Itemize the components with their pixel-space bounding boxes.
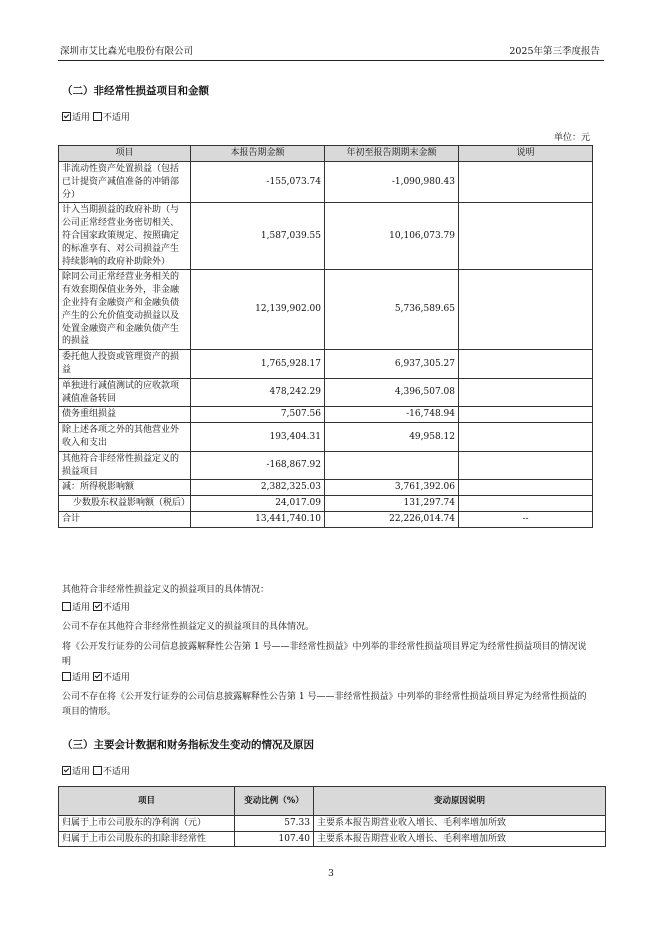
- not-applicable-checkbox[interactable]: [93, 766, 102, 775]
- row-ytd: -16,748.94: [325, 407, 459, 423]
- row-current: 193,404.31: [191, 423, 325, 452]
- header-divider: [58, 60, 604, 61]
- row-item: 委托他人投资或管理资产的损益: [59, 350, 191, 379]
- row-item: 减：所得税影响额: [59, 480, 191, 496]
- section2-applicability: [62, 111, 130, 126]
- row-current: 1,587,039.55: [191, 203, 325, 270]
- table-row: [59, 407, 593, 423]
- unit-label: 单位：元: [553, 133, 590, 143]
- row-ytd: 22,226,014.74: [325, 511, 459, 527]
- row-current: 478,242.29: [191, 378, 325, 407]
- row-note: [459, 496, 593, 512]
- not-applicable-label: 不适用: [102, 603, 130, 613]
- row-current: 12,139,902.00: [191, 270, 325, 350]
- table-row: [59, 816, 606, 832]
- change-reasons-table: [58, 786, 606, 847]
- row-note: --: [459, 511, 593, 527]
- applicable-checkbox[interactable]: [62, 602, 71, 611]
- row-current: 13,441,740.10: [191, 511, 325, 527]
- row-note: [459, 350, 593, 379]
- row-note: [459, 378, 593, 407]
- section3-applicability: [62, 765, 130, 780]
- row-current: -155,073.74: [191, 162, 325, 203]
- not-applicable-checkbox-checked[interactable]: [93, 672, 102, 681]
- table-row: [59, 203, 593, 270]
- row-ytd: 49,958.12: [325, 423, 459, 452]
- col-header-item: 项目: [59, 787, 235, 816]
- row-item: 归属于上市公司股东的扣除非经常性: [59, 831, 235, 847]
- table-row: [59, 496, 593, 512]
- not-applicable-checkbox-checked[interactable]: [93, 602, 102, 611]
- other-items-applicability: [62, 601, 130, 616]
- row-note: [459, 480, 593, 496]
- applicable-checkbox[interactable]: [62, 672, 71, 681]
- classification-text: 公司不存在将《公开发行证券的公司信息披露解释性公告第 1 号——非经常性损益》中列举的非经常性损益项目界定为经常性损益的项目的情形。: [62, 692, 587, 717]
- row-item: 合计: [59, 511, 191, 527]
- col-header-current: 本报告期金额: [191, 146, 325, 162]
- row-item: 其他符合非经常性损益定义的损益项目: [59, 451, 191, 480]
- row-ytd: 10,106,073.79: [325, 203, 459, 270]
- row-note: [459, 203, 593, 270]
- table-total-row: [59, 511, 593, 527]
- section3-title: （三）主要会计数据和财务指标发生变动的情况及原因: [62, 739, 314, 751]
- header-report-title: 2025年第三季度报告: [509, 46, 600, 57]
- row-current: 7,507.56: [191, 407, 325, 423]
- row-note: [459, 407, 593, 423]
- row-ytd: [325, 451, 459, 480]
- non-recurring-items-table: [58, 145, 593, 528]
- row-item: 非流动性资产处置损益（包括已计提资产减值准备的冲销部分）: [59, 162, 191, 203]
- col-header-item: 项目: [59, 146, 191, 162]
- table-row: [59, 270, 593, 350]
- table-row: [59, 162, 593, 203]
- col-header-ytd: 年初至报告期期末金额: [325, 146, 459, 162]
- classification-applicability: [62, 671, 130, 686]
- row-ytd: 4,396,507.08: [325, 378, 459, 407]
- section2-title: （二）非经常性损益项目和金额: [62, 85, 209, 97]
- col-header-note: 说明: [459, 146, 593, 162]
- page-number: 3: [328, 869, 334, 879]
- table-row: [59, 831, 606, 847]
- applicable-label: 适用: [72, 673, 91, 683]
- classification-title: 将《公开发行证券的公司信息披露解释性公告第 1 号——非经常性损益》中列举的非经常性损益项目界定为经常性损益项目的情况说明: [62, 642, 587, 667]
- other-items-title: 其他符合非经常性损益定义的损益项目的具体情况：: [62, 585, 270, 595]
- row-note: [459, 423, 593, 452]
- col-header-reason: 变动原因说明: [314, 787, 606, 816]
- table-row: [59, 423, 593, 452]
- row-current: 24,017.09: [191, 496, 325, 512]
- not-applicable-label: 不适用: [102, 113, 130, 123]
- header-company: 深圳市艾比森光电股份有限公司: [60, 46, 194, 57]
- row-item: 除同公司正常经营业务相关的有效套期保值业务外，非金融企业持有金融资产和金融负债产生的公允价值变动损益以及处置金融资产和金融负债产生的损益: [59, 270, 191, 350]
- table-row: [59, 378, 593, 407]
- row-ratio: 107.40: [235, 831, 314, 847]
- table-row: [59, 350, 593, 379]
- row-ytd: 6,937,305.27: [325, 350, 459, 379]
- not-applicable-label: 不适用: [102, 673, 130, 683]
- row-ytd: 3,761,392.06: [325, 480, 459, 496]
- row-reason: 主要系本报告期营业收入增长、毛利率增加所致: [314, 816, 606, 832]
- row-note: [459, 270, 593, 350]
- row-ytd: 5,736,589.65: [325, 270, 459, 350]
- table-header-row: [59, 787, 606, 816]
- row-current: 1,765,928.17: [191, 350, 325, 379]
- table-row: [59, 480, 593, 496]
- row-item: 单独进行减值测试的应收款项减值准备转回: [59, 378, 191, 407]
- row-ratio: 57.33: [235, 816, 314, 832]
- applicable-label: 适用: [72, 113, 91, 123]
- applicable-checkbox-checked[interactable]: [62, 766, 71, 775]
- other-items-text: 公司不存在其他符合非经常性损益定义的损益项目的具体情况。: [62, 622, 315, 632]
- row-current: 2,382,325.03: [191, 480, 325, 496]
- not-applicable-checkbox[interactable]: [93, 112, 102, 121]
- col-header-ratio: 变动比例（%）: [235, 787, 314, 816]
- row-ytd: 131,297.74: [325, 496, 459, 512]
- applicable-checkbox-checked[interactable]: [62, 112, 71, 121]
- row-ytd: -1,090,980.43: [325, 162, 459, 203]
- applicable-label: 适用: [72, 767, 91, 777]
- applicable-label: 适用: [72, 603, 91, 613]
- row-item: 归属于上市公司股东的净利润（元）: [59, 816, 235, 832]
- table-row: [59, 451, 593, 480]
- row-item: 除上述各项之外的其他营业外收入和支出: [59, 423, 191, 452]
- row-current: -168,867.92: [191, 451, 325, 480]
- not-applicable-label: 不适用: [102, 767, 130, 777]
- row-item: 债务重组损益: [59, 407, 191, 423]
- table-header-row: [59, 146, 593, 162]
- row-item: 少数股东权益影响额（税后）: [59, 496, 191, 512]
- row-reason: 主要系本报告期营业收入增长、毛利率增加所致: [314, 831, 606, 847]
- row-note: [459, 162, 593, 203]
- row-note: [459, 451, 593, 480]
- row-item: 计入当期损益的政府补助（与公司正常经营业务密切相关、符合国家政策规定、按照确定的标准享有、对公司损益产生持续影响的政府补助除外）: [59, 203, 191, 270]
